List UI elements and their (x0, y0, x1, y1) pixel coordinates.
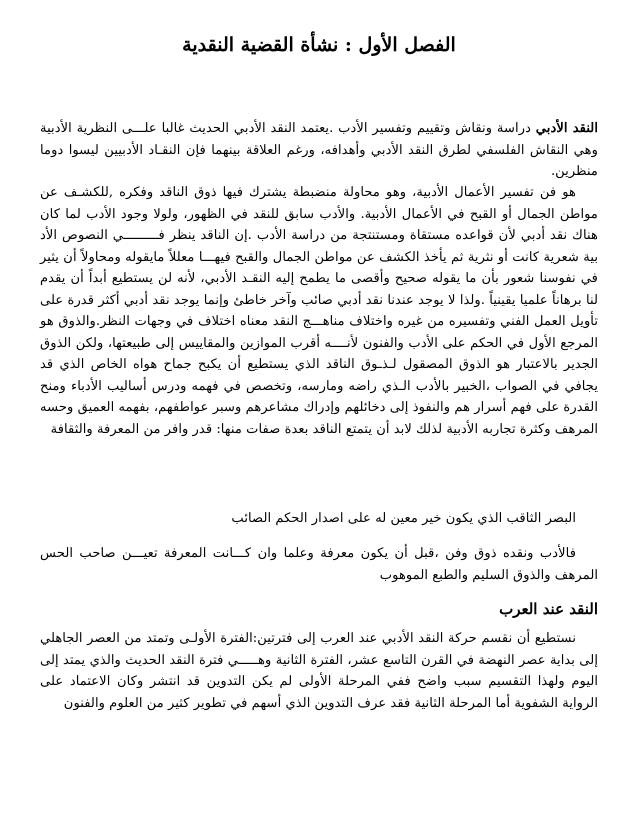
paragraph-periods: نستطيع أن نقسم حركة النقد الأدبي عند العرب إلى فترتين:الفترة الأولـى وتمتد من العصر الجاهلي إلى بداية عصر النهضة في القرن التاسع عشر، الفترة الثانية وهـــــي فترة النقد الحديث والذي يمتد إلى اليوم ولهذا التقسيم سبب واضح ففي المرحلة الأولى لم يكن التدوين قد انتشر وكان الاعتماد على الرواية الشفوية أما المرحلة الثانية فقد عرف التدوين الذي أسهم في تطوير كثير من العلوم والفنون (40, 631, 598, 711)
paragraph-definition-text: دراسة ونقاش وتقييم وتفسير الأدب .يعتمد النقد الأدبي الحديث غالبا علـــى النظرية الأدبية وهي النقاش الفلسفي لطرق النقد الأدبي وأهدافه، ورغم العلاقة بينهما فإن النقـاد الأدبيين ليسوا دوما منظرين. (40, 121, 598, 179)
section-heading-arab-criticism: النقد عند العرب (499, 600, 598, 618)
chapter-title: الفصل الأول : نشأة القضية النقدية (182, 34, 456, 56)
paragraph-criticism-art: هو فن تفسير الأعمال الأدبية، وهو محاولة منضبطة يشترك فيها ذوق الناقد وفكره ,للكشـف عن مواطن الجمال أو القبح في الأعمال الأدبية. والأدب سابق للنقد في الظهور، ولولا وجود الأدب لما كان هناك نقد أدبي لأن قواعده مستقاة ومستنتجة من دراسة الأدب .إن الناقد ينظر فـــــــــي النصوص الأد بية شعرية كانت أو نثرية ثم يأخذ الكشف عن مواطن الجمال والقبح فيهـــا معللاً مايقوله ومحاولاً أن يثير في نفوسنا شعور بأن ما يقوله صحيح وأقصى ما يطمح إليه النقـد الأدبي، لأنه لن يستطيع أبداً أن يقدم لنا برهاناً علميا يقينياً .ولذا لا يوجد عندنا نقد أدبي صائب وآخر خاطئ وإنما يوجد نقد أدبي أكثر قدرة على تأويل العمل الفني وتفسيره من غيره واختلاف مناهـــج النقد معناه اختلاف في وجهات النظر.والذوق هو المرجع الأول في الحكم على الأدب والفنون لأنــــه أقرب الموازين والمقاييس إلى طبيعتها، ولكن الذوق الجدير بالاعتبار هو الذوق المصقول لـذـوق الناقد الذي يستطيع أن يكبح جماح هواه الخاص الذي قد يجافي في الصواب ،الخبير بالأدب الـذي راضه ومارسه، وتخصص في فهمه ودرس أساليب الأدباء ومنح القدرة على فهم أسرار هم والنفوذ إلى دخائلهم وإدراك مشاعرهم وسبر عواطفهم، بفهمه العميق وحسه المرهف وكثرة تجاربه الأدبية لذلك لابد أن يتمتع الناقد بعدة صفات منها: قدر وافر من المعرفة والثقافة (40, 185, 598, 437)
paragraph-taste: فالأدب ونقده ذوق وفن ،قبل أن يكون معرفة وعلما وان كـــانت المعرفة تعيـــن صاحب الحس المرهف والذوق السليم والطبع الموهوب (40, 546, 598, 583)
paragraph-lead-term: النقد الأدبي (535, 121, 598, 136)
paragraph-insight: البصر الثاقب الذي يكون خير معين له على اصدار الحكم الصائب (231, 511, 576, 526)
paragraph-definition (40, 118, 598, 183)
